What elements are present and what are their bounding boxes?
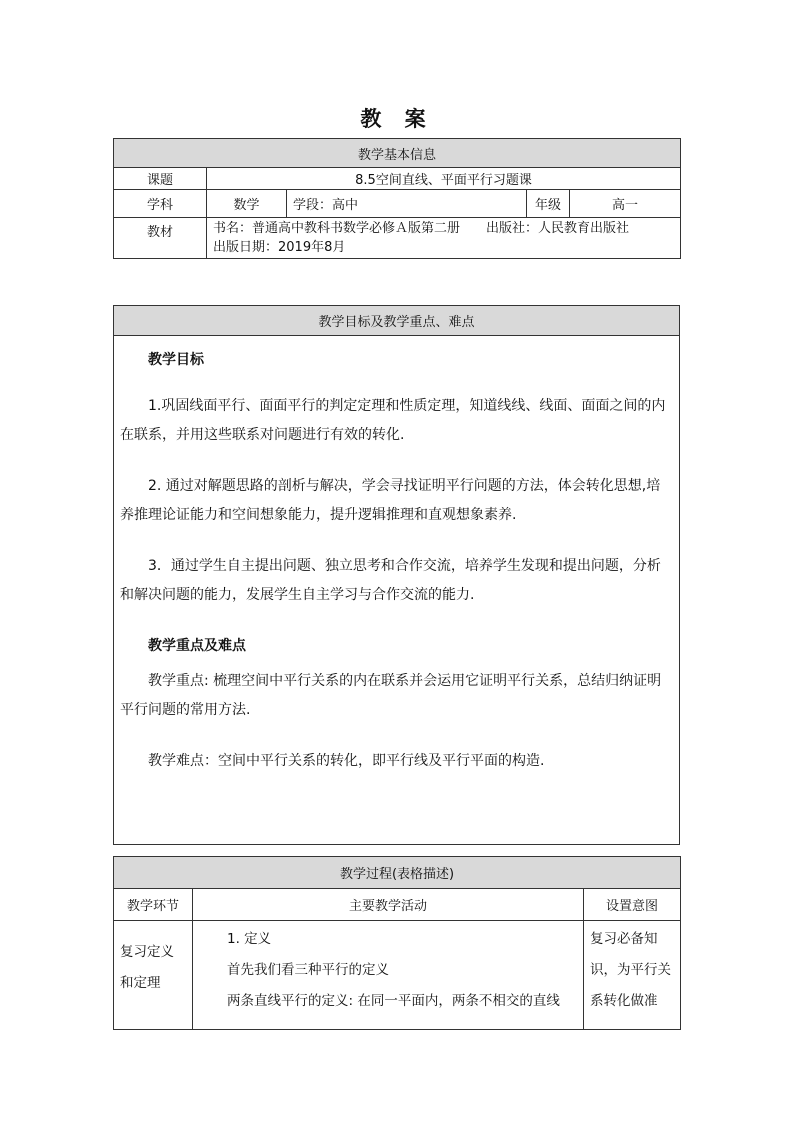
textbook-line-1: 书名：普通高中教科书数学必修Ａ版第二册 出版社：人民教育出版社: [213, 221, 630, 236]
col-intent-header: 设置意图: [584, 889, 681, 921]
document-title: 教 案: [360, 107, 434, 131]
difficulty: 教学难点：空间中平行关系的转化，即平行线及平行平面的构造.: [148, 753, 545, 769]
goal-2: 2. 通过对解题思路的剖析与解决，学会寻找证明平行问题的方法，体会转化思想,培养推理论证能力和空间想象能力，提升逻辑推理和直观想象素养.: [120, 478, 661, 523]
stage-value: 学段：高中: [287, 190, 527, 218]
key-point: 教学重点: 梳理空间中平行关系的内在联系并会运用它证明平行关系，总结归纳证明平行问题的常用方法.: [120, 673, 662, 718]
keypoints-heading: 教学重点及难点: [148, 638, 246, 654]
intent-line-2: 识，为平行关: [590, 962, 671, 978]
activity-line-3: 两条直线平行的定义: 在同一平面内，两条不相交的直线: [227, 993, 560, 1009]
activity-line-1: 1. 定义: [227, 931, 272, 947]
topic-label: 课题: [114, 168, 207, 190]
stage-line-2: 和定理: [120, 975, 161, 991]
process-activity-cell: [193, 921, 584, 1030]
col-activity-header: 主要教学活动: [193, 889, 584, 921]
topic-value: 8.5空间直线、平面平行习题课: [207, 168, 681, 190]
objectives-content: [114, 336, 680, 845]
goals-heading: 教学目标: [148, 352, 204, 368]
intent-line-1: 复习必备知: [590, 931, 658, 947]
objectives-header: 教学目标及教学重点、难点: [114, 306, 680, 336]
process-intent-cell: [584, 921, 681, 1030]
subject-label: 学科: [114, 190, 207, 218]
process-header: 教学过程(表格描述): [114, 857, 681, 889]
textbook-info: [207, 218, 681, 259]
grade-label: 年级: [527, 190, 570, 218]
activity-line-2: 首先我们看三种平行的定义: [227, 962, 389, 978]
process-table: [113, 856, 681, 1030]
objectives-table: [113, 305, 680, 845]
stage-line-1: 复习定义: [120, 944, 174, 960]
basic-info-table: [113, 138, 681, 259]
goal-1: 1.巩固线面平行、面面平行的判定定理和性质定理，知道线线、线面、面面之间的内在联系，并用这些联系对问题进行有效的转化.: [120, 398, 666, 443]
goal-3: 3．通过学生自主提出问题、独立思考和合作交流，培养学生发现和提出问题，分析和解决问题的能力，发展学生自主学习与合作交流的能力.: [120, 558, 661, 603]
textbook-label: 教材: [114, 218, 207, 259]
textbook-line-2: 出版日期：2019年8月: [213, 240, 346, 255]
intent-line-3: 系转化做准: [590, 993, 658, 1009]
grade-value: 高一: [570, 190, 681, 218]
process-stage-cell: [114, 921, 193, 1030]
basic-info-header: 教学基本信息: [114, 139, 681, 168]
subject-value: 数学: [207, 190, 287, 218]
col-stage-header: 教学环节: [114, 889, 193, 921]
